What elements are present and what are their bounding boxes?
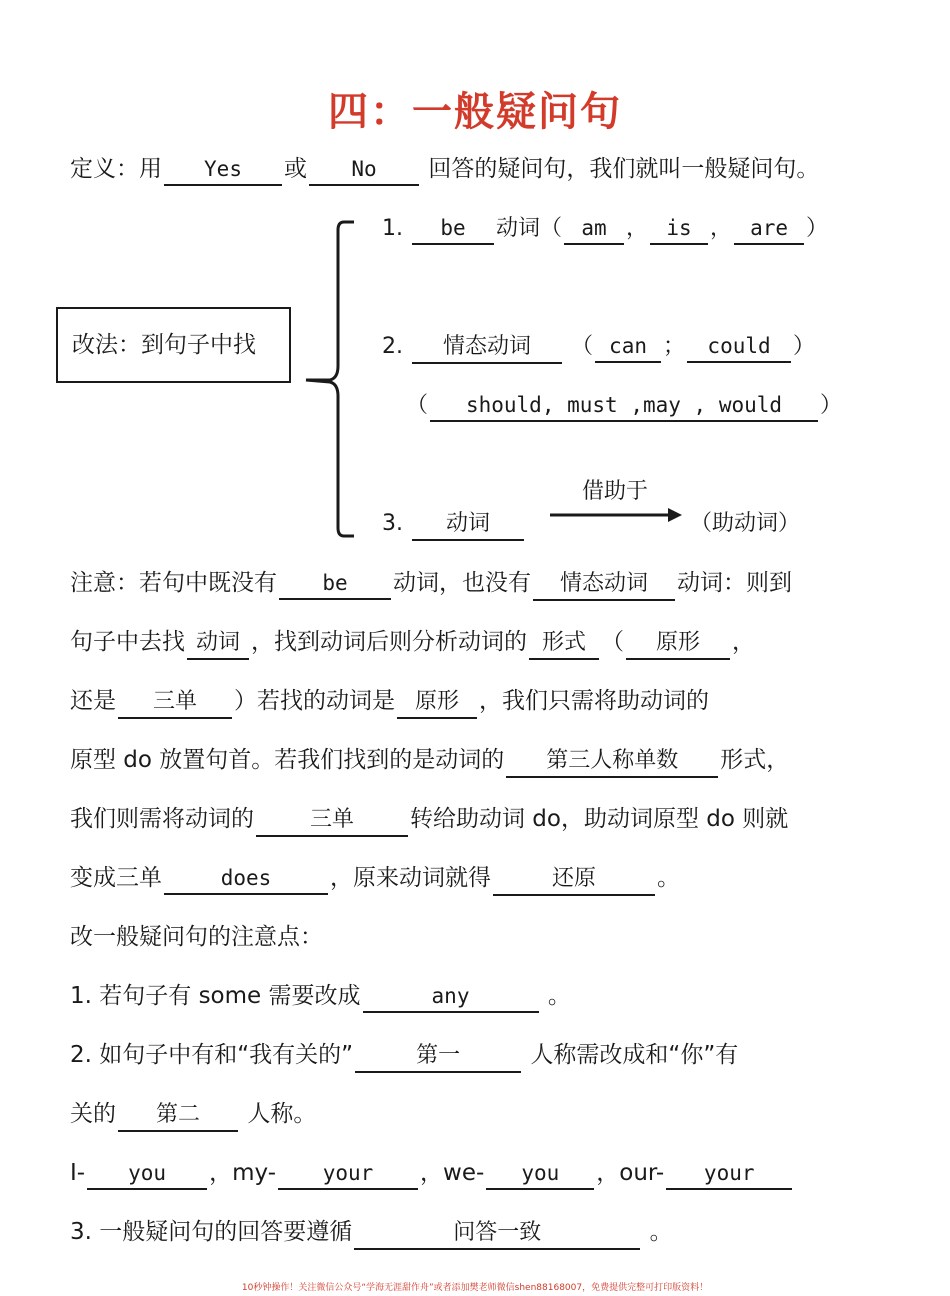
note-text: 动词：则到	[677, 570, 792, 596]
blank-first-person: 第一	[355, 1041, 521, 1073]
blank-modals-more: should, must ,may , would	[430, 390, 818, 422]
arrow-right-icon	[548, 505, 684, 525]
item-main-verb	[382, 507, 526, 541]
blank-note-3rd: 三单	[118, 687, 232, 719]
item-1-sep-1: ，	[626, 216, 649, 241]
item-2b-open: （	[406, 393, 429, 418]
blank-second-person: 第二	[118, 1100, 238, 1132]
note-text: 原型 do 放置句首。若我们找到的是动词的	[70, 747, 505, 773]
blank-note-modal: 情态动词	[533, 569, 675, 601]
note-line-2	[70, 625, 755, 660]
point-3	[70, 1215, 673, 1250]
blank-note-be: be	[279, 568, 391, 600]
note-text: 还是	[70, 688, 116, 714]
note-text: 形式，	[720, 747, 790, 773]
point-text: 关的	[70, 1101, 116, 1127]
item-2-close: ）	[793, 334, 816, 359]
item-1-word: 动词（	[496, 216, 563, 241]
note-text: ，	[732, 629, 755, 655]
blank-can: can	[595, 331, 661, 363]
point-text: 。	[547, 983, 571, 1009]
definition-suffix: 回答的疑问句，我们就叫一般疑问句。	[428, 156, 820, 182]
point-2	[70, 1038, 738, 1073]
item-3-open: （	[690, 511, 713, 536]
blank-consistent: 问答一致	[354, 1218, 640, 1250]
note-line-3	[70, 684, 709, 719]
blank-your-2: your	[666, 1158, 792, 1190]
blank-note-3rd-2: 三单	[256, 805, 408, 837]
note-line-6	[70, 861, 680, 896]
point-text: 人称需改成和“你”有	[530, 1042, 739, 1068]
point-text: 人称。	[247, 1101, 317, 1127]
item-2-open: （	[571, 334, 594, 359]
note-text: （	[601, 629, 624, 655]
blank-could: could	[687, 331, 791, 363]
note-text: ，原来动词就得	[330, 865, 491, 891]
blank-note-3rd-person: 第三人称单数	[506, 746, 718, 778]
note-text: ，找到动词后则分析动词的	[251, 629, 527, 655]
note-line-4	[70, 743, 789, 778]
blank-note-restore: 还原	[493, 864, 655, 896]
blank-modal: 情态动词	[412, 332, 562, 364]
blank-note-form: 形式	[529, 628, 599, 660]
blank-are: are	[734, 213, 804, 245]
item-2-sep: ；	[663, 334, 686, 359]
blank-be: be	[412, 213, 494, 245]
blank-yes: Yes	[164, 154, 282, 186]
note-text: ，我们只需将助动词的	[479, 688, 709, 714]
definition-line	[70, 152, 819, 186]
blank-am: am	[564, 213, 624, 245]
note-line-5	[70, 802, 788, 837]
blank-any: any	[363, 981, 539, 1013]
item-1-sep-2: ，	[710, 216, 733, 241]
item-1-number: 1.	[382, 216, 403, 241]
item-3-close: ）	[778, 511, 801, 536]
pronoun-line	[70, 1156, 794, 1190]
point-2-cont	[70, 1097, 316, 1132]
point-text: 。	[649, 1219, 673, 1245]
blank-note-base: 原形	[626, 628, 730, 660]
method-box: 改法：到句子中找	[56, 307, 291, 383]
item-1-close: ）	[806, 216, 829, 241]
points-heading: 改一般疑问句的注意点：	[70, 924, 323, 950]
pronoun-text: ，my-	[209, 1160, 277, 1186]
aux-verb-label: 助动词	[712, 511, 779, 536]
footer-note: 10秒钟操作！关注微信公众号“学海无涯甜作舟”或者添加樊老师微信shen88168007，免费提供完整可打印版资料！	[241, 1283, 709, 1293]
blank-verb: 动词	[412, 509, 524, 541]
blank-note-verb: 动词	[187, 628, 249, 660]
item-modal-more	[406, 389, 842, 423]
blank-no: No	[309, 154, 419, 186]
blank-note-does: does	[164, 863, 328, 895]
blank-note-base-2: 原形	[397, 687, 477, 719]
point-text: 3. 一般疑问句的回答要遵循	[70, 1219, 353, 1245]
definition-prefix: 定义：用	[70, 156, 162, 182]
item-2-number: 2.	[382, 334, 403, 359]
brace-icon	[296, 216, 356, 546]
pronoun-text: ，we-	[420, 1160, 485, 1186]
blank-your-1: your	[278, 1158, 418, 1190]
arrow-label: 借助于	[582, 479, 649, 504]
pronoun-text: ，our-	[596, 1160, 665, 1186]
point-text: 2. 如句子中有和“我有关的”	[70, 1042, 354, 1068]
page-title: 四：一般疑问句	[328, 89, 622, 135]
point-text: 1. 若句子有 some 需要改成	[70, 983, 361, 1009]
item-aux-verb	[690, 507, 800, 541]
note-text: 动词，也没有	[393, 570, 531, 596]
point-1	[70, 979, 571, 1013]
note-text: 句子中去找	[70, 629, 185, 655]
item-2b-close: ）	[820, 393, 843, 418]
note-text: 我们则需将动词的	[70, 806, 254, 832]
item-modal-verb	[382, 330, 815, 364]
note-text: 注意：若句中既没有	[70, 570, 277, 596]
item-3-number: 3.	[382, 511, 403, 536]
definition-or: 或	[284, 156, 307, 182]
blank-you-1: you	[87, 1158, 207, 1190]
note-line-1	[70, 566, 792, 601]
pronoun-text: I-	[70, 1160, 86, 1186]
item-be-verb	[382, 212, 828, 246]
note-text: 转给助动词 do，助动词原型 do 则就	[410, 806, 789, 832]
note-text: 变成三单	[70, 865, 162, 891]
blank-you-2: you	[486, 1158, 594, 1190]
blank-is: is	[650, 213, 708, 245]
note-text: 。	[657, 865, 680, 891]
note-text: ）若找的动词是	[234, 688, 395, 714]
